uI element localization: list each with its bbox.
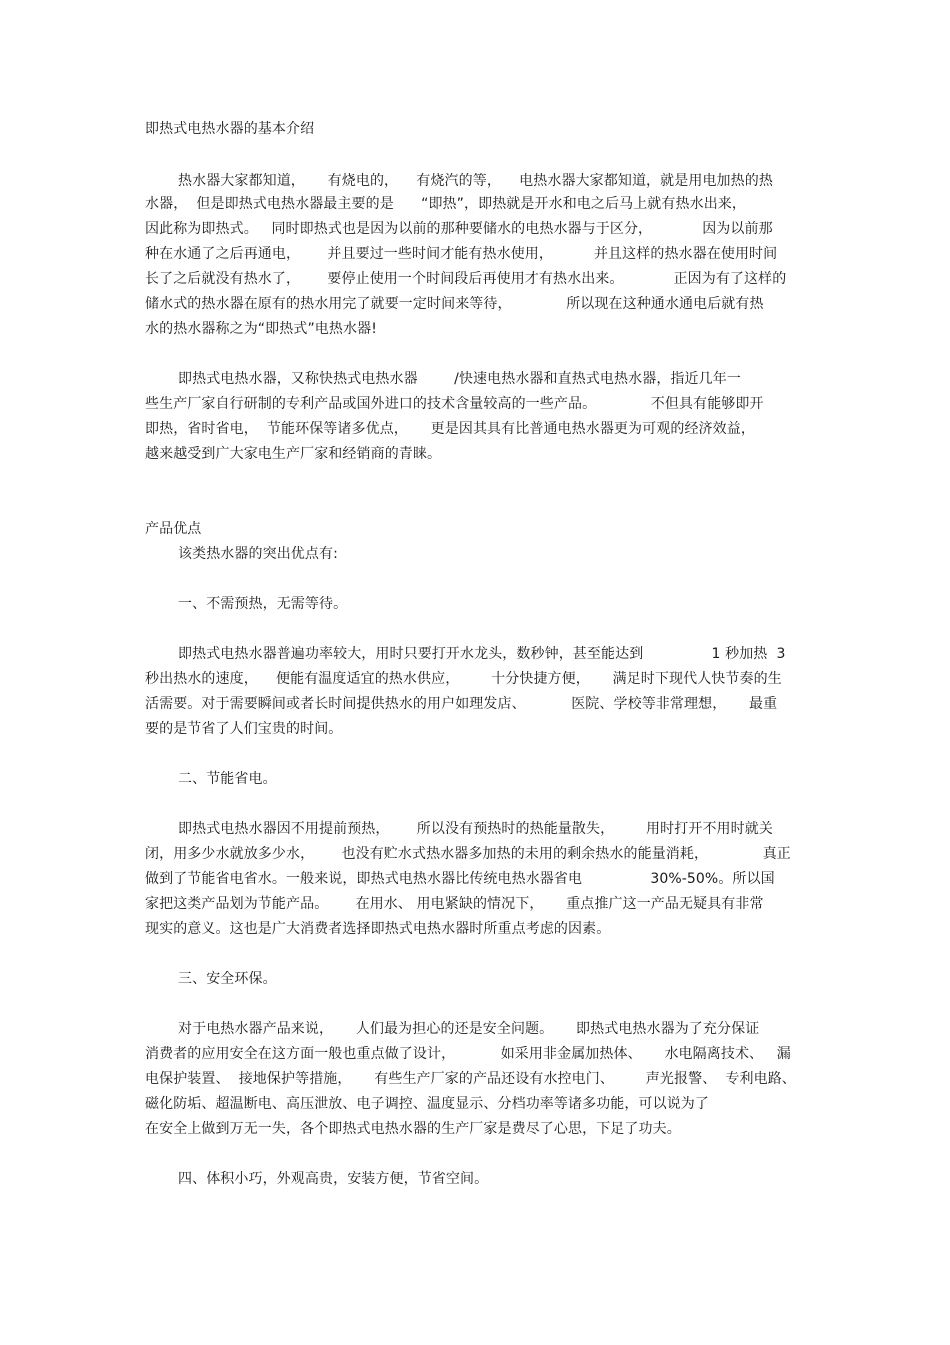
point-3-line: 磁化防垢、超温断电、高压泄放、电子调控、温度显示、分档功率等诸多功能，可以说为了 xyxy=(145,1096,709,1112)
point-3-line: 消费者的应用安全在这方面一般也重点做了设计， 如采用非金属加热体、 水电隔离技术、 漏 xyxy=(145,1046,791,1062)
intro-paragraph-2-line: 即热，省时省电， 节能环保等诸多优点， 更是因其具有比普通电热水器更为可观的经济效益， xyxy=(145,421,755,437)
point-1-heading: 一、不需预热，无需等待。 xyxy=(178,596,348,612)
point-3-line: 对于电热水器产品来说， 人们最为担心的还是安全问题。 即热式电热水器为了充分保证 xyxy=(178,1021,760,1037)
point-4-heading: 四、体积小巧，外观高贵，安装方便，节省空间。 xyxy=(178,1171,489,1187)
point-2-line: 现实的意义。这也是广大消费者选择即热式电热水器时所重点考虑的因素。 xyxy=(145,921,611,937)
intro-paragraph-1-line: 水的热水器称之为“即热式”电热水器! xyxy=(145,321,377,337)
point-3-line: 在安全上做到万无一失，各个即热式电热水器的生产厂家是费尽了心思，下足了功夫。 xyxy=(145,1121,681,1137)
intro-paragraph-1-line: 热水器大家都知道， 有烧电的， 有烧汽的等， 电热水器大家都知道，就是用电加热的热 xyxy=(178,173,773,189)
intro-paragraph-1-line: 长了之后就没有热水了， 要停止使用一个时间段后再使用才有热水出来。 正因为有了这样的 xyxy=(145,271,787,287)
point-2-line: 家把这类产品划为节能产品。 在用水、 用电紧缺的情况下， 重点推广这一产品无疑具有非常 xyxy=(145,896,764,912)
point-2-line: 即热式电热水器因不用提前预热， 所以没有预热时的热能量散失， 用时打开不用时就关 xyxy=(178,821,773,837)
intro-paragraph-2-line: 越来越受到广大家电生产厂家和经销商的青睐。 xyxy=(145,446,442,462)
intro-paragraph-1-line: 水器， 但是即热式电热水器最主要的是 “即热”，即热就是开水和电之后马上就有热水出来， xyxy=(145,196,747,212)
point-3-heading: 三、安全环保。 xyxy=(178,971,277,987)
document-title: 即热式电热水器的基本介绍 xyxy=(145,121,315,137)
point-1-line: 活需要。对于需要瞬间或者长时间提供热水的用户如理发店、 医院、学校等非常理想， 最重 xyxy=(145,696,778,712)
point-2-line: 做到了节能省电省水。一般来说，即热式电热水器比传统电热水器省电 30%-50%。所以国 xyxy=(145,871,775,887)
intro-paragraph-1-line: 储水式的热水器在原有的热水用完了就要一定时间来等待， 所以现在这种通水通电后就有热 xyxy=(145,296,764,312)
point-2-line: 闭，用多少水就放多少水， 也没有贮水式热水器多加热的未用的剩余热水的能量消耗， 真正 xyxy=(145,846,791,862)
point-1-line: 秒出热水的速度， 便能有温度适宜的热水供应， 十分快捷方便， 满足时下现代人快节奏的生 xyxy=(145,671,782,687)
intro-paragraph-1-line: 因此称为即热式。 同时即热式也是因为以前的那种要储水的电热水器与于区分， 因为以前那 xyxy=(145,221,773,237)
point-1-line: 要的是节省了人们宝贵的时间。 xyxy=(145,721,343,737)
point-1-line: 即热式电热水器普遍功率较大，用时只要打开水龙头，数秒钟，甚至能达到 1 秒加热 3 xyxy=(178,646,786,662)
intro-paragraph-2-line: 些生产厂家自行研制的专利产品或国外进口的技术含量较高的一些产品。 不但具有能够即开 xyxy=(145,396,764,412)
intro-paragraph-2-line: 即热式电热水器，又称快热式电热水器 /快速电热水器和直热式电热水器，指近几年一 xyxy=(178,371,741,387)
section-intro: 该类热水器的突出优点有: xyxy=(178,546,338,562)
section-heading: 产品优点 xyxy=(145,521,202,537)
intro-paragraph-1-line: 种在水通了之后再通电， 并且要过一些时间才能有热水使用， 并且这样的热水器在使用时间 xyxy=(145,246,778,262)
point-3-line: 电保护装置、 接地保护等措施， 有些生产厂家的产品还设有水控电门、 声光报警、 专利电路、 xyxy=(145,1071,796,1087)
point-2-heading: 二、节能省电。 xyxy=(178,771,277,787)
